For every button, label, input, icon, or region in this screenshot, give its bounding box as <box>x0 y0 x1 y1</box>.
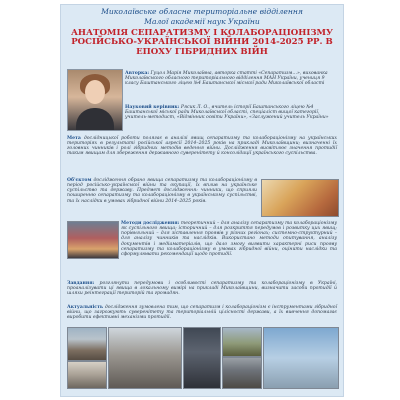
supervisor-text: Рясик Л. О., вчитель історії Баштанського ліцею №4 Баштанської міської ради Миколаївської області, спеціаліст вищої категорії, учитель-методист, «Відмінник освіти України», «Заслужений учитель України» <box>125 105 329 121</box>
methods-label: Методи дослідження: <box>121 221 180 226</box>
relevance-label: Актуальність <box>67 305 104 310</box>
tasks-section <box>67 281 337 296</box>
tasks-label: Завдання: <box>67 281 95 286</box>
damaged-wall-photo <box>67 361 107 389</box>
supervisor-label: Науковий керівник: <box>125 105 180 110</box>
methods-section <box>121 221 337 257</box>
ruined-town-photo <box>108 327 182 389</box>
aircraft-photo <box>263 327 339 389</box>
goal-section <box>67 136 337 157</box>
supervisor-block <box>125 105 337 120</box>
ukraine-map-image <box>261 179 339 217</box>
author-block <box>125 71 337 86</box>
header-academy: Малої академії наук України <box>144 17 260 26</box>
object-section <box>67 178 257 204</box>
author-label: Авторка: <box>125 71 150 76</box>
students-photo <box>67 221 119 259</box>
author-text: Гуцол Марія Миколаївна, авторка статті «Сепаратизм…», вихованка Миколаївського обласного територіального відділення МАН України, учениця 9 класу Баштанського ліцею №4 Баштанської міської ради Миколаївської області <box>125 71 328 87</box>
header-territorial-branch: Миколаївське обласне територіальне відділення <box>101 7 303 16</box>
methods-text: теоретичний – для аналізу сепаратизму та колабораціонізму як суспільного явища; історичний – для розкриття передумов і розвитку цих явищ; порівняльний – для зіставлення проявів у різних регіонах; системно-структурний – для аналізу чинників та наслідків. Використано методи опитування, аналізу документів і медіаматеріалів, що дало змогу виявити характерні риси прояву сепаратизму та колабораціонізму в умовах гібридної війни, оцінити наслідки та сформулювати рекомендації щодо протидії. <box>121 221 337 257</box>
author-photo <box>67 69 123 131</box>
tasks-text: розглянути передумови і особливості сепаратизму та колабораціонізму в Україні, проаналізувати ці явища в локальному вимірі на прикладі Миколаївщини, визначити засоби протидії й шляхи реінтеграції територій та громадян. <box>67 281 338 297</box>
relevance-text: дослідження зумовлена тим, що сепаратизм і колабораціонізм є інструментами гібридної війни, що загрожують суверенітету та територіальній цілісності держави, а їх вивчення допомагає виробити ефективні механізми протидії. <box>67 305 337 321</box>
object-label: Об'єктом <box>67 178 92 183</box>
poster-title: АНАТОМІЯ СЕПАРАТИЗМУ І КОЛАБОРАЦІОНІЗМУ РОСІЙСЬКО-УКРАЇНСЬКОЇ ВІЙНИ 2014-2025 РР. В ЕПОХУ ГІБРИДНИХ ВІЙН <box>70 28 334 57</box>
destroyed-building-photo <box>67 327 107 361</box>
explosion-photo <box>222 357 262 389</box>
author-photo-body <box>76 108 114 130</box>
soldiers-photo <box>183 327 221 389</box>
author-photo-face <box>85 80 105 104</box>
relevance-section <box>67 305 337 320</box>
object-text: дослідження обрано явища сепаратизму та колабораціонізму в період російсько-української війни та окупації, їх вплив на українське суспільство та державу. Предмет дослідження: чинники, що сприяли поширенню сепаратизму та колабораціонізму в українському суспільстві, та їх наслідки в умовах гібридної війни 2014–2025 років. <box>67 178 258 204</box>
goal-text: дослідницької роботи полягає в аналізі явищ сепаратизму та колабораціонізму на українських територіях в результаті російської агресії 2014–2025 років на прикладі Миколаївщини; визначенні їх головних чинників і ролі гібридних методів ведення війни. Дослідження висвітлює значення протидії таким явищам для збереження державного суверенітету й консолідації українського суспільства. <box>67 136 337 157</box>
poster <box>60 4 344 397</box>
goal-label: Мета <box>67 136 81 141</box>
tank-photo <box>222 327 262 357</box>
